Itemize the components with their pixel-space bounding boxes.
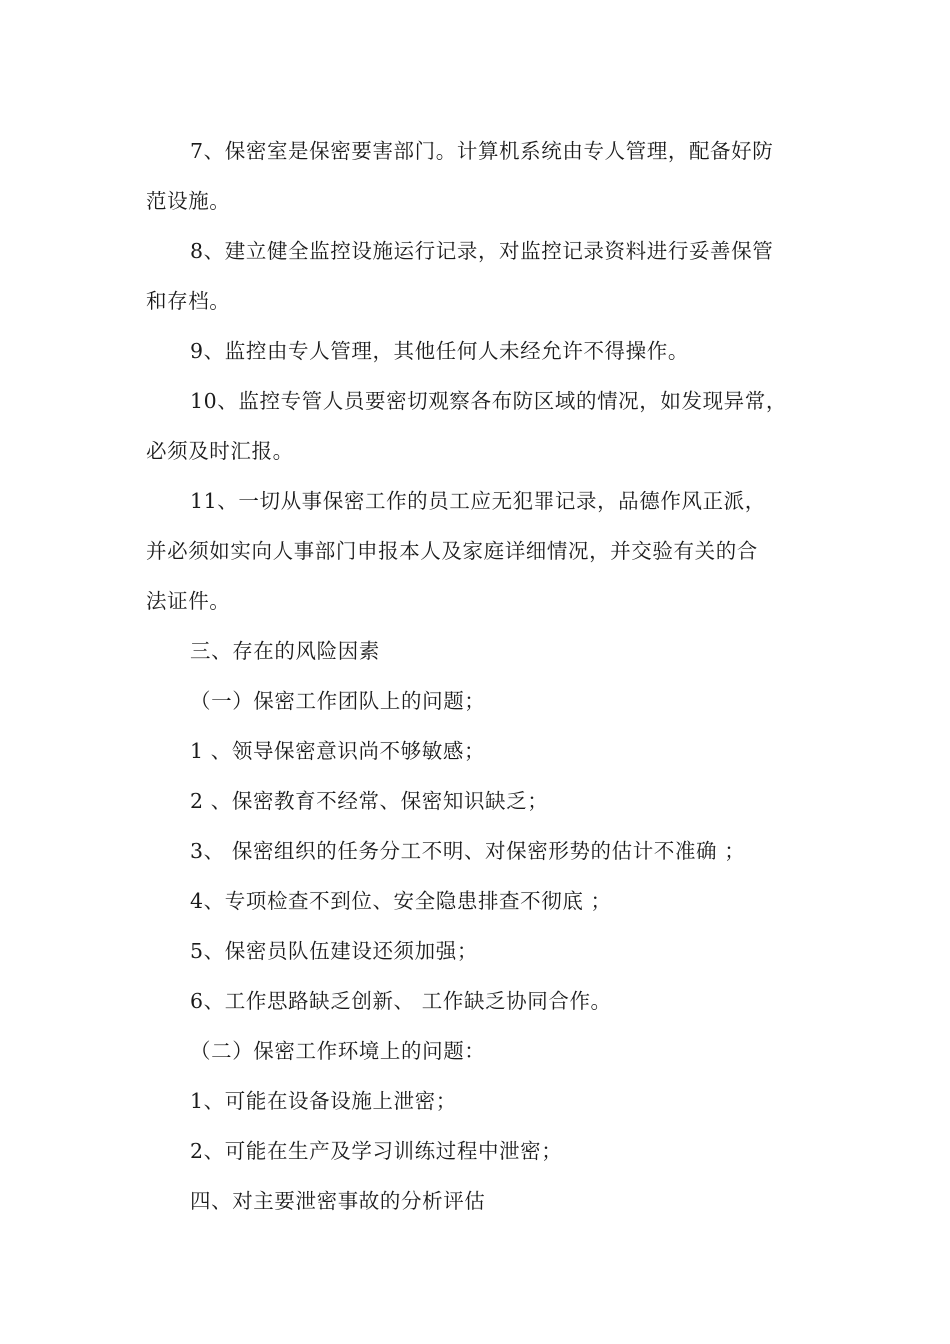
subsection-heading: （一）保密工作团队上的问题； xyxy=(190,689,486,713)
section-heading: 四、对主要泄密事故的分析评估 xyxy=(190,1189,486,1213)
paragraph-line: 范设施。 xyxy=(146,189,231,213)
paragraph-line: 9、监控由专人管理，其他任何人未经允许不得操作。 xyxy=(190,339,689,363)
paragraph-line: 法证件。 xyxy=(146,589,231,613)
list-item: 2、可能在生产及学习训练过程中泄密； xyxy=(190,1139,563,1163)
list-item: 2 、保密教育不经常、保密知识缺乏； xyxy=(190,789,549,813)
list-item: 1、可能在设备设施上泄密； xyxy=(190,1089,457,1113)
list-item: 6、工作思路缺乏创新、 工作缺乏协同合作。 xyxy=(190,989,612,1013)
list-item: 3、 保密组织的任务分工不明、对保密形势的估计不准确 ； xyxy=(190,839,746,863)
document-body xyxy=(146,131,826,1231)
list-item: 4、专项检查不到位、安全隐患排查不彻底 ； xyxy=(190,889,612,913)
section-heading: 三、存在的风险因素 xyxy=(190,639,380,663)
paragraph-line: 10、监控专管人员要密切观察各布防区域的情况，如发现异常， xyxy=(190,389,787,413)
subsection-heading: （二）保密工作环境上的问题： xyxy=(190,1039,486,1063)
paragraph-line: 和存档。 xyxy=(146,289,231,313)
list-item: 1 、领导保密意识尚不够敏感； xyxy=(190,739,486,763)
paragraph-line: 必须及时汇报。 xyxy=(146,439,294,463)
paragraph-line: 11、一切从事保密工作的员工应无犯罪记录，品德作风正派， xyxy=(190,489,766,513)
paragraph-line: 8、建立健全监控设施运行记录，对监控记录资料进行妥善保管 xyxy=(190,239,774,263)
list-item: 5、保密员队伍建设还须加强； xyxy=(190,939,478,963)
paragraph-line: 7、保密室是保密要害部门。计算机系统由专人管理，配备好防 xyxy=(190,139,774,163)
paragraph-line: 并必须如实向人事部门申报本人及家庭详细情况，并交验有关的合 xyxy=(146,539,758,563)
